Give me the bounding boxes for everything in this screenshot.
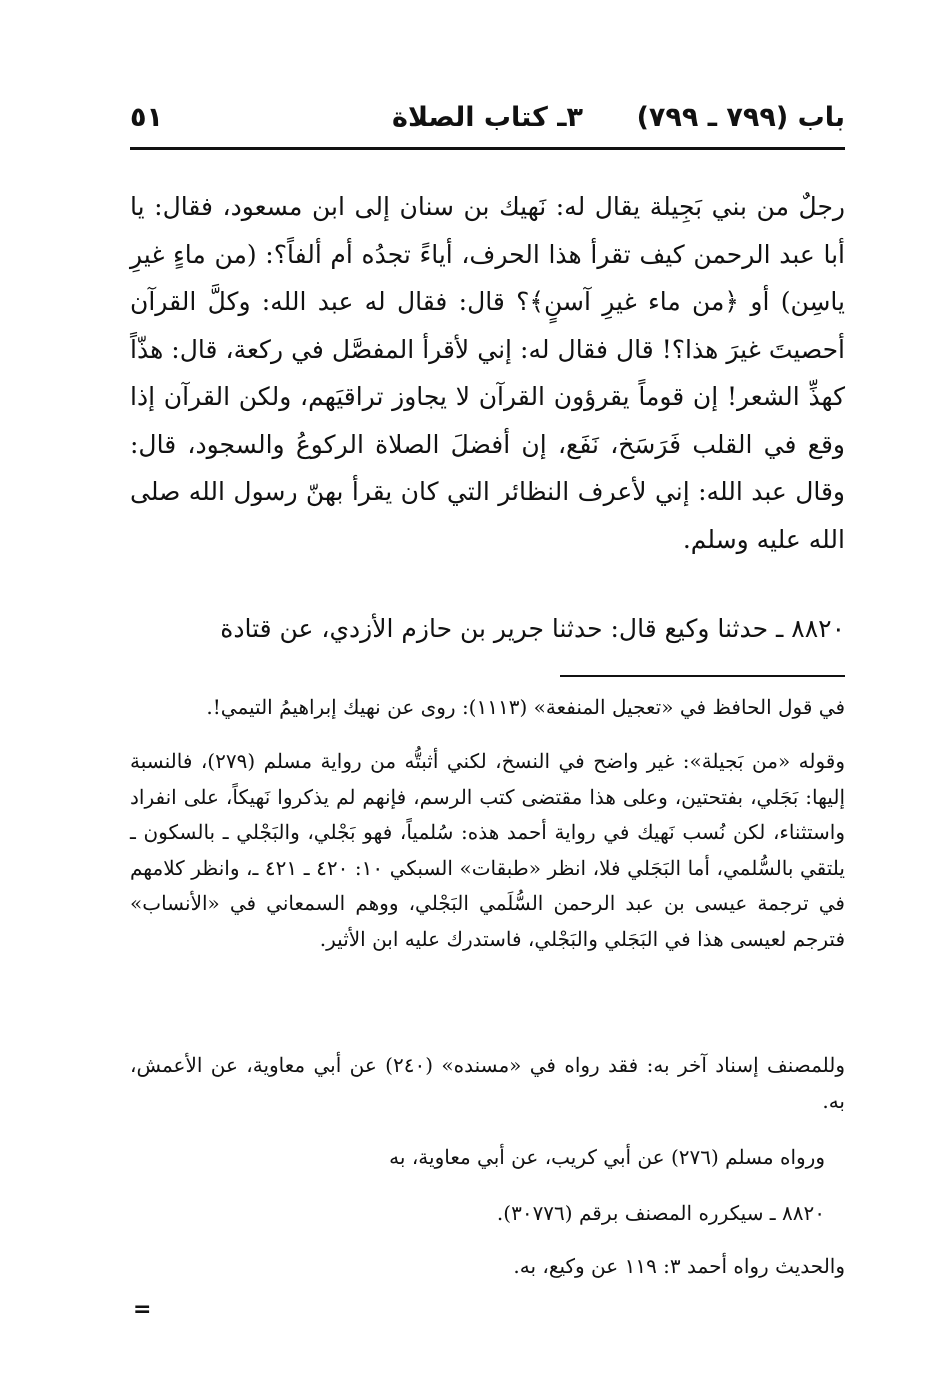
footnote-separator bbox=[560, 675, 845, 677]
footnote-4: ورواه مسلم (٢٧٦) عن أبي كريب، عن أبي معاوية، به bbox=[389, 1145, 825, 1169]
footnote-3: وللمصنف إسناد آخر به: فقد رواه في «مسنده» (٢٤٠) عن أبي معاوية، عن الأعمش، به. bbox=[130, 1053, 846, 1113]
footnote-2: وقوله «من بَجيلة»: غير واضح في النسخ، لكني أثبتُّه من رواية مسلم (٢٧٩)، فالنسبة إليها: بَجَلي، بفتحتين، وعلى هذا مقتضى كتب الرسم، فإنهم لم يذكروا نَهيكاً، على انفراد واستثناء، لكن نُسب نَهيك في رواية أحمد هذه: سُلمياً، فهو بَجْلي، والبَجْلي ـ بالسكون ـ يلتقي بالسُّلمي، أما البَجَلي فلا، انظر «طبقات» السبكي ١٠: ٤٢٠ ـ ٤٢١ ـ، وانظر كلامهم في ترجمة عيسى بن عبد الرحمن السُّلَمي البَجْلي، ووهم السمعاني في «الأنساب» فترجم لعيسى هذا في البَجَلي والبَجْلي، فاستدرك عليه ابن الأثير. bbox=[130, 749, 845, 951]
header-rule bbox=[130, 147, 845, 150]
running-header bbox=[130, 98, 845, 142]
footnote-5: ٨٨٢٠ ـ سيكرره المصنف برقم (٣٠٧٧٦). bbox=[496, 1201, 825, 1225]
continuation-mark: = bbox=[133, 1297, 152, 1322]
book-title: ٣ـ كتاب الصلاة bbox=[392, 102, 583, 133]
page-number: ٥١ bbox=[130, 102, 163, 133]
next-hadith-text: ٨٨٢٠ ـ حدثنا وكيع قال: حدثنا جرير بن حازم الأزدي، عن قتادة bbox=[220, 614, 845, 643]
chapter-title: باب (٧٩٩ ـ ٧٩٩) bbox=[636, 102, 845, 133]
footnote-1: في قول الحافظ في «تعجيل المنفعة» (١١١٣): روى عن نهيك إبراهيمُ التيمي!. bbox=[206, 695, 845, 719]
hadith-text: رجلٌ من بني بَجِيلة يقال له: نَهيك بن سنان إلى ابن مسعود، فقال: يا أبا عبد الرحمن كيف تقرأ هذا الحرف، أياءً تجدُه أم ألفاً؟: (من ماءٍ غيرِ ياسِن) أو ﴿من ماء غيرِ آسنٍ﴾؟ قال: فقال له عبد الله: وكلَّ القرآن أحصيتَ غيرَ هذا؟! قال فقال له: إني لأقرأ المفصَّل في ركعة، قال: هذّاً كهذِّ الشعر! إن قوماً يقرؤون القرآن لا يجاوز تراقيَهم، ولكن القرآن إذا وقع في القلب فَرَسَخ، نَفَع، إن أفضلَ الصلاة الركوعُ والسجود، قال: وقال عبد الله: إني لأعرف النظائر التي كان يقرأ بهنّ رسول الله صلى الله عليه وسلم. bbox=[130, 192, 845, 554]
footnote-6: والحديث رواه أحمد ٣: ١١٩ عن وكيع، به. bbox=[513, 1254, 845, 1278]
